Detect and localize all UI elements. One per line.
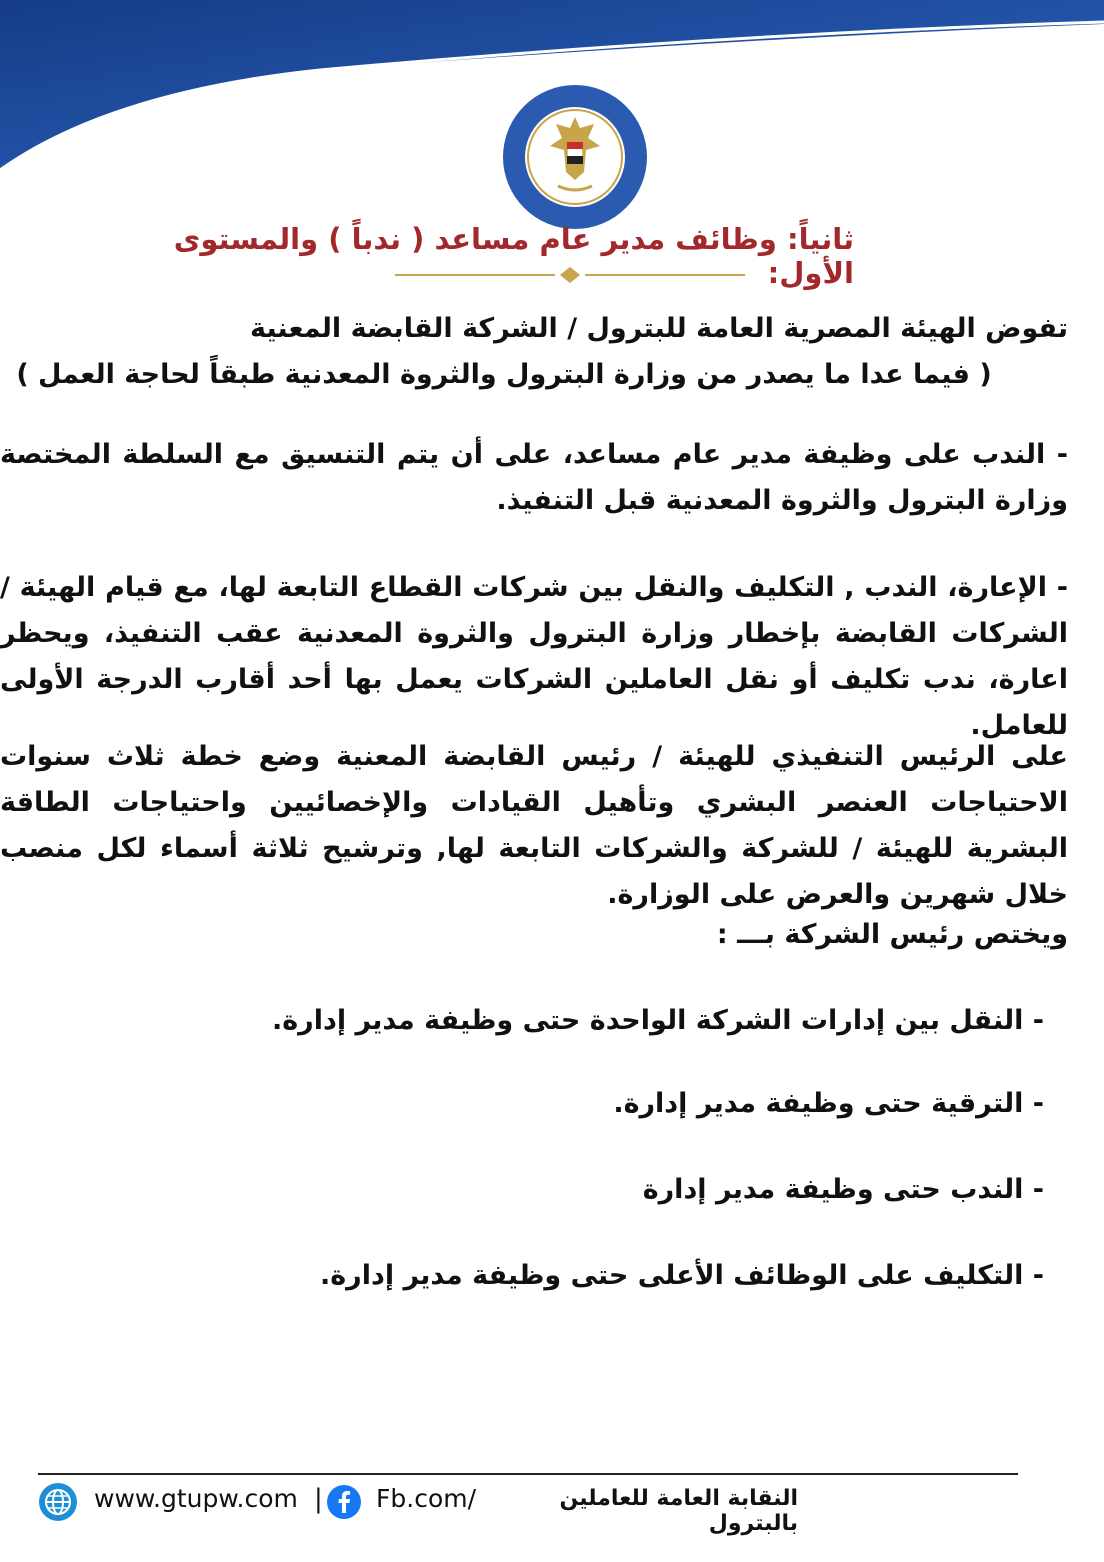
list-item: - النقل بين إدارات الشركة الواحدة حتى وظيفة مدير إدارة. bbox=[271, 1005, 1044, 1036]
intro-line-2: ( فيما عدا ما يصدر من وزارة البترول والثروة المعدنية طبقاً لحاجة العمل ) bbox=[16, 359, 992, 390]
facebook-page-name[interactable]: النقابة العامة للعاملين بالبترول bbox=[559, 1486, 798, 1536]
section-heading: ثانياً: وظائف مدير عام مساعد ( ندباً ) والمستوى الأول: bbox=[173, 222, 854, 290]
paragraph-plan: على الرئيس التنفيذي للهيئة / رئيس القابضة المعنية وضع خطة ثلاث سنوات الاحتياجات العنصر البشري وتأهيل القيادات والإخصائيين واحتياجات الطاقة البشرية للهيئة / للشركة والشركات التابعة لها, وترشيح ثلاثة أسماء لكل منصب خلال شهرين والعرض على الوزارة. bbox=[0, 741, 1068, 910]
list-item: - الندب حتى وظيفة مدير إدارة bbox=[642, 1174, 1044, 1205]
website-link[interactable]: www.gtupw.com bbox=[94, 1484, 298, 1513]
globe-icon bbox=[38, 1482, 78, 1522]
facebook-icon[interactable] bbox=[326, 1484, 362, 1520]
list-item: - الترقية حتى وظيفة مدير إدارة. bbox=[613, 1088, 1044, 1119]
company-head-intro: ويختص رئيس الشركة بـــ : bbox=[716, 919, 1068, 950]
paragraph-secondment: - الندب على وظيفة مدير عام مساعد، على أن يتم التنسيق مع السلطة المختصة وزارة البترول والثروة المعدنية قبل التنفيذ. bbox=[0, 439, 1068, 516]
footer bbox=[38, 1482, 798, 1536]
facebook-link[interactable]: Fb.com/ bbox=[376, 1484, 477, 1513]
heading-divider bbox=[395, 266, 745, 284]
footer-divider bbox=[38, 1473, 1018, 1475]
intro-block bbox=[0, 306, 1068, 398]
intro-line-1: تفوض الهيئة المصرية العامة للبترول / الشركة القابضة المعنية bbox=[250, 313, 1068, 344]
list-item: - التكليف على الوظائف الأعلى حتى وظيفة مدير إدارة. bbox=[319, 1260, 1044, 1291]
ministry-logo bbox=[500, 82, 650, 232]
footer-separator: | bbox=[314, 1484, 323, 1514]
paragraph-transfer: - الإعارة، الندب , التكليف والنقل بين شركات القطاع التابعة لها، مع قيام الهيئة / الشركات القابضة بإخطار وزارة البترول والثروة المعدنية عقب التنفيذ، ويحظر اعارة، ندب تكليف أو نقل العاملين الشركات يعمل بها أحد أقارب الدرجة الأولى للعامل. bbox=[0, 572, 1068, 741]
